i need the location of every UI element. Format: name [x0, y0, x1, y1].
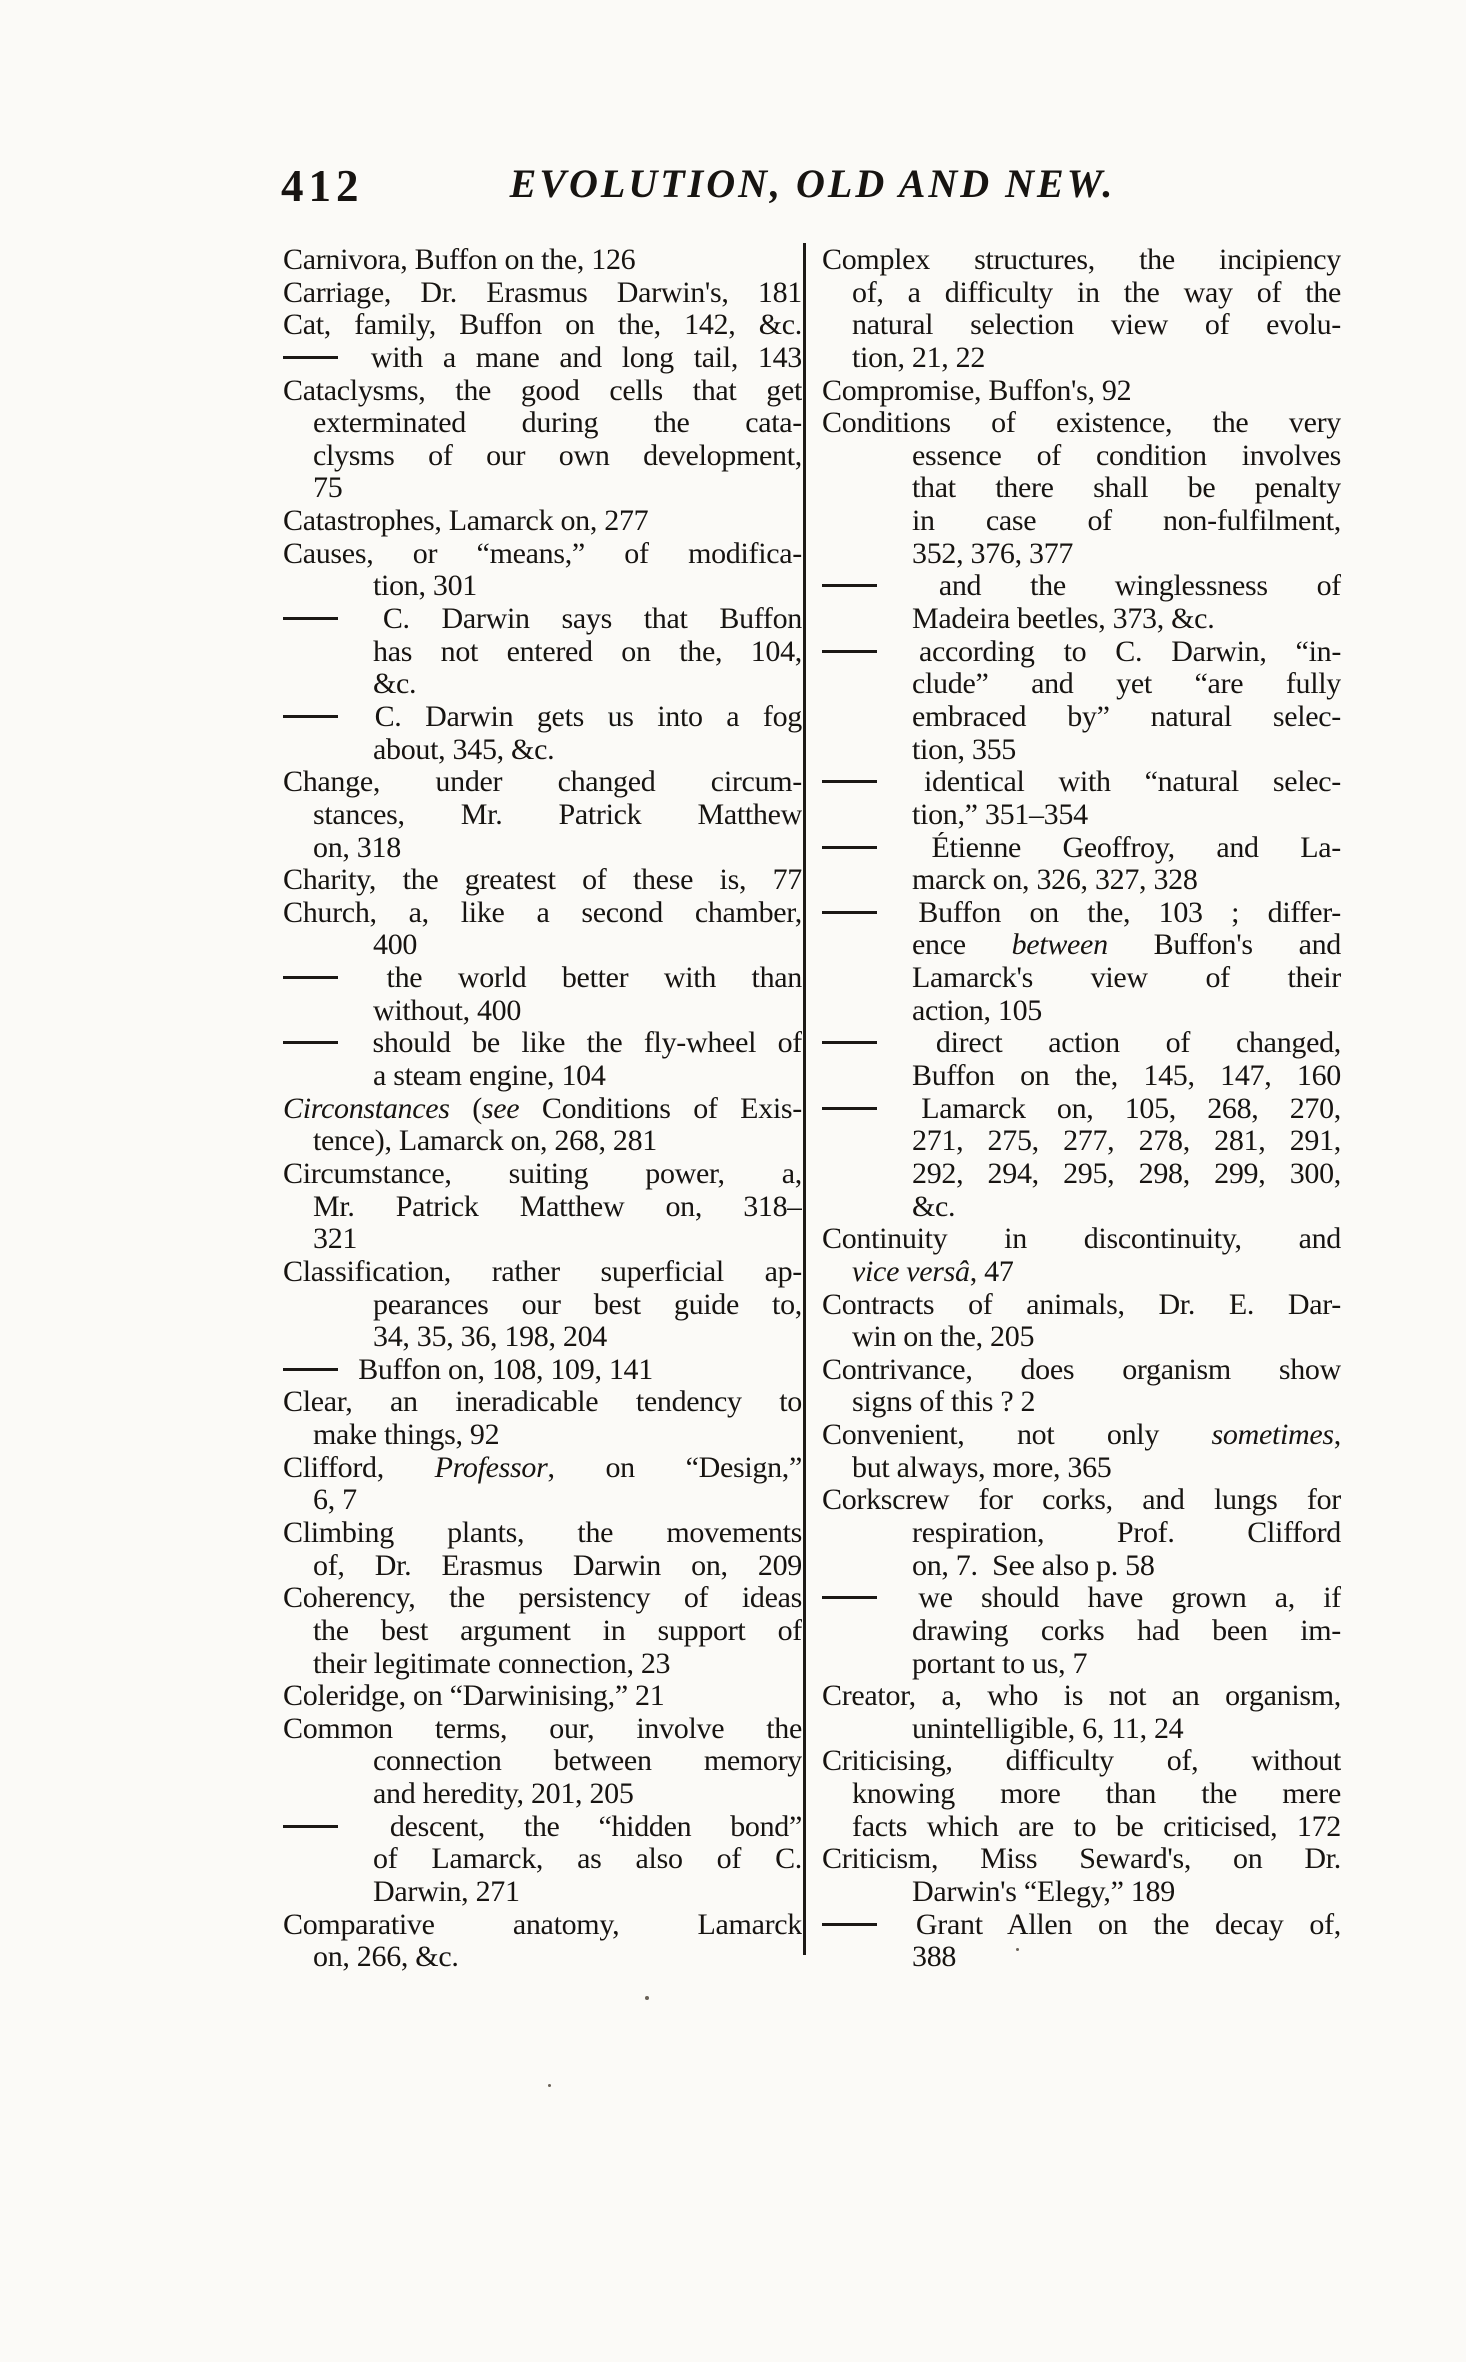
ditto-dash	[822, 584, 877, 587]
ditto-dash	[822, 1923, 877, 1926]
index-line: and the winglessness of	[822, 570, 1341, 603]
index-line: of, Dr. Erasmus Darwin on, 209	[313, 1549, 802, 1582]
index-line: Buffon on, 108, 109, 141	[283, 1354, 802, 1387]
ditto-dash	[822, 1596, 877, 1599]
index-line: Climbing plants, the movements	[283, 1516, 802, 1549]
index-line: Convenient, not only sometimes,	[822, 1419, 1341, 1452]
index-line: 34, 35, 36, 198, 204	[373, 1321, 608, 1354]
index-line: ence between Buffon's and	[912, 929, 1341, 962]
index-line: unintelligible, 6, 11, 24	[912, 1712, 1184, 1745]
index-line: Compromise, Buffon's, 92	[822, 374, 1132, 407]
index-line: that there shall be penalty	[912, 472, 1341, 505]
column-divider-rule	[803, 243, 806, 1955]
index-line: Circonstances (see Conditions of Exis-	[283, 1092, 802, 1125]
scan-speck	[1016, 1948, 1019, 1951]
index-line: Clear, an ineradicable tendency to	[283, 1386, 802, 1419]
index-line: Creator, a, who is not an organism,	[822, 1680, 1341, 1713]
index-line: Continuity in discontinuity, and	[822, 1223, 1341, 1256]
ditto-dash	[283, 1825, 338, 1828]
index-line: Mr. Patrick Matthew on, 318–	[313, 1190, 802, 1223]
index-line: pearances our best guide to,	[373, 1288, 802, 1321]
index-line: Change, under changed circum-	[283, 766, 802, 799]
index-column-left	[283, 244, 802, 1974]
index-line: connection between memory	[373, 1745, 802, 1778]
index-line: facts which are to be criticised, 172	[852, 1810, 1341, 1843]
index-line: tion, 21, 22	[852, 341, 986, 374]
index-line: exterminated during the cata-	[313, 407, 802, 440]
index-line: has not entered on the, 104,	[373, 635, 802, 668]
index-line: 388	[912, 1941, 957, 1974]
index-line: their legitimate connection, 23	[313, 1647, 671, 1680]
index-line: make things, 92	[313, 1419, 500, 1452]
index-line: vice versâ, 47	[852, 1255, 1014, 1288]
index-line: a steam engine, 104	[373, 1060, 606, 1093]
index-line: 75	[313, 472, 343, 505]
index-line: C. Darwin gets us into a fog	[283, 701, 802, 734]
index-line: Grant Allen on the decay of,	[822, 1909, 1341, 1942]
index-line: Common terms, our, involve the	[283, 1712, 802, 1745]
index-line: win on the, 205	[852, 1321, 1035, 1354]
index-line: 352, 376, 377	[912, 537, 1074, 570]
ditto-dash	[283, 1368, 338, 1371]
index-line: Buffon on the, 103 ; differ-	[822, 897, 1341, 930]
index-line: &c.	[912, 1190, 956, 1223]
index-line: clysms of our own development,	[313, 439, 802, 472]
index-line: Contrivance, does organism show	[822, 1353, 1341, 1386]
index-line: Étienne Geoffroy, and La-	[822, 832, 1341, 865]
index-line: on, 7. See also p. 58	[912, 1549, 1155, 1582]
index-line: Church, a, like a second chamber,	[283, 896, 802, 929]
index-line: in case of non-fulfilment,	[912, 505, 1341, 538]
index-line: Corkscrew for corks, and lungs for	[822, 1484, 1341, 1517]
index-line: embraced by” natural selec-	[912, 700, 1341, 733]
index-line: should be like the fly-wheel of	[283, 1027, 802, 1060]
index-line: with a mane and long tail, 143	[283, 342, 802, 375]
index-line: Coleridge, on “Darwinising,” 21	[283, 1680, 665, 1713]
index-line: tion,” 351–354	[912, 798, 1088, 831]
index-line: 292, 294, 295, 298, 299, 300,	[912, 1157, 1341, 1190]
index-line: Circumstance, suiting power, a,	[283, 1157, 802, 1190]
index-line: Catastrophes, Lamarck on, 277	[283, 505, 649, 538]
index-line: Classification, rather superficial ap-	[283, 1255, 802, 1288]
ditto-dash	[822, 846, 877, 849]
ditto-dash	[822, 650, 877, 653]
index-line: Cat, family, Buffon on the, 142, &c.	[283, 309, 802, 342]
ditto-dash	[822, 1107, 877, 1110]
index-line: Madeira beetles, 373, &c.	[912, 603, 1215, 636]
index-line: essence of condition involves	[912, 439, 1341, 472]
index-line: Criticising, difficulty of, without	[822, 1745, 1341, 1778]
index-line: direct action of changed,	[822, 1027, 1341, 1060]
index-line: Carriage, Dr. Erasmus Darwin's, 181	[283, 276, 802, 309]
index-line: Complex structures, the incipiency	[822, 244, 1341, 276]
index-line: knowing more than the mere	[852, 1778, 1341, 1811]
index-line: descent, the “hidden bond”	[283, 1811, 802, 1844]
scan-speck	[548, 2084, 551, 2087]
page-number: 412	[281, 161, 364, 211]
index-line: on, 266, &c.	[313, 1941, 459, 1974]
index-line: Conditions of existence, the very	[822, 407, 1341, 440]
index-line: identical with “natural selec-	[822, 766, 1341, 799]
index-column-right	[822, 244, 1341, 1974]
index-line: 271, 275, 277, 278, 281, 291,	[912, 1125, 1341, 1158]
index-line: Lamarck on, 105, 268, 270,	[822, 1093, 1341, 1126]
index-line: on, 318	[313, 831, 401, 864]
running-title: EVOLUTION, OLD AND NEW.	[509, 161, 1116, 206]
index-line: &c.	[373, 668, 417, 701]
index-line: and heredity, 201, 205	[373, 1778, 634, 1811]
index-line: 400	[373, 929, 418, 962]
index-line: without, 400	[373, 994, 522, 1027]
index-line: clude” and yet “are fully	[912, 668, 1341, 701]
index-line: Causes, or “means,” of modifica-	[283, 537, 802, 570]
index-line: 6, 7	[313, 1484, 357, 1517]
index-line: signs of this ? 2	[852, 1386, 1036, 1419]
index-line: action, 105	[912, 994, 1043, 1027]
index-line: Lamarck's view of their	[912, 962, 1341, 995]
index-line: portant to us, 7	[912, 1647, 1088, 1680]
ditto-dash	[283, 1041, 338, 1044]
ditto-dash	[822, 1041, 877, 1044]
index-line: according to C. Darwin, “in-	[822, 636, 1341, 669]
index-line: the world better with than	[283, 962, 802, 995]
index-line: Cataclysms, the good cells that get	[283, 374, 802, 407]
index-line: natural selection view of evolu-	[852, 309, 1341, 342]
index-line: Coherency, the persistency of ideas	[283, 1582, 802, 1615]
index-line: 321	[313, 1223, 358, 1256]
ditto-dash	[283, 356, 338, 359]
index-line: we should have grown a, if	[822, 1582, 1341, 1615]
scan-speck	[645, 1996, 649, 2000]
index-line: stances, Mr. Patrick Matthew	[313, 798, 802, 831]
index-line: Comparative anatomy, Lamarck	[283, 1908, 802, 1941]
index-line: Darwin, 271	[373, 1876, 520, 1909]
index-line: Carnivora, Buffon on the, 126	[283, 244, 636, 276]
index-line: of, a difficulty in the way of the	[852, 276, 1341, 309]
index-line: tion, 301	[373, 570, 477, 603]
index-line: drawing corks had been im-	[912, 1614, 1341, 1647]
index-line: Contracts of animals, Dr. E. Dar-	[822, 1288, 1341, 1321]
ditto-dash	[283, 715, 338, 718]
index-line: marck on, 326, 327, 328	[912, 864, 1198, 897]
index-line: Darwin's “Elegy,” 189	[912, 1876, 1175, 1909]
index-line: respiration, Prof. Clifford	[912, 1516, 1341, 1549]
ditto-dash	[822, 911, 877, 914]
index-line: of Lamarck, as also of C.	[373, 1843, 802, 1876]
index-line: the best argument in support of	[313, 1614, 802, 1647]
ditto-dash	[283, 976, 338, 979]
ditto-dash	[283, 617, 338, 620]
index-line: but always, more, 365	[852, 1451, 1112, 1484]
index-line: Buffon on the, 145, 147, 160	[912, 1060, 1341, 1093]
ditto-dash	[822, 780, 877, 783]
index-line: tence), Lamarck on, 268, 281	[313, 1125, 657, 1158]
index-line: Clifford, Professor, on “Design,”	[283, 1451, 802, 1484]
index-line: Criticism, Miss Seward's, on Dr.	[822, 1843, 1341, 1876]
index-line: Charity, the greatest of these is, 77	[283, 864, 802, 897]
index-line: C. Darwin says that Buffon	[283, 603, 802, 636]
index-line: about, 345, &c.	[373, 733, 555, 766]
index-line: tion, 355	[912, 733, 1016, 766]
